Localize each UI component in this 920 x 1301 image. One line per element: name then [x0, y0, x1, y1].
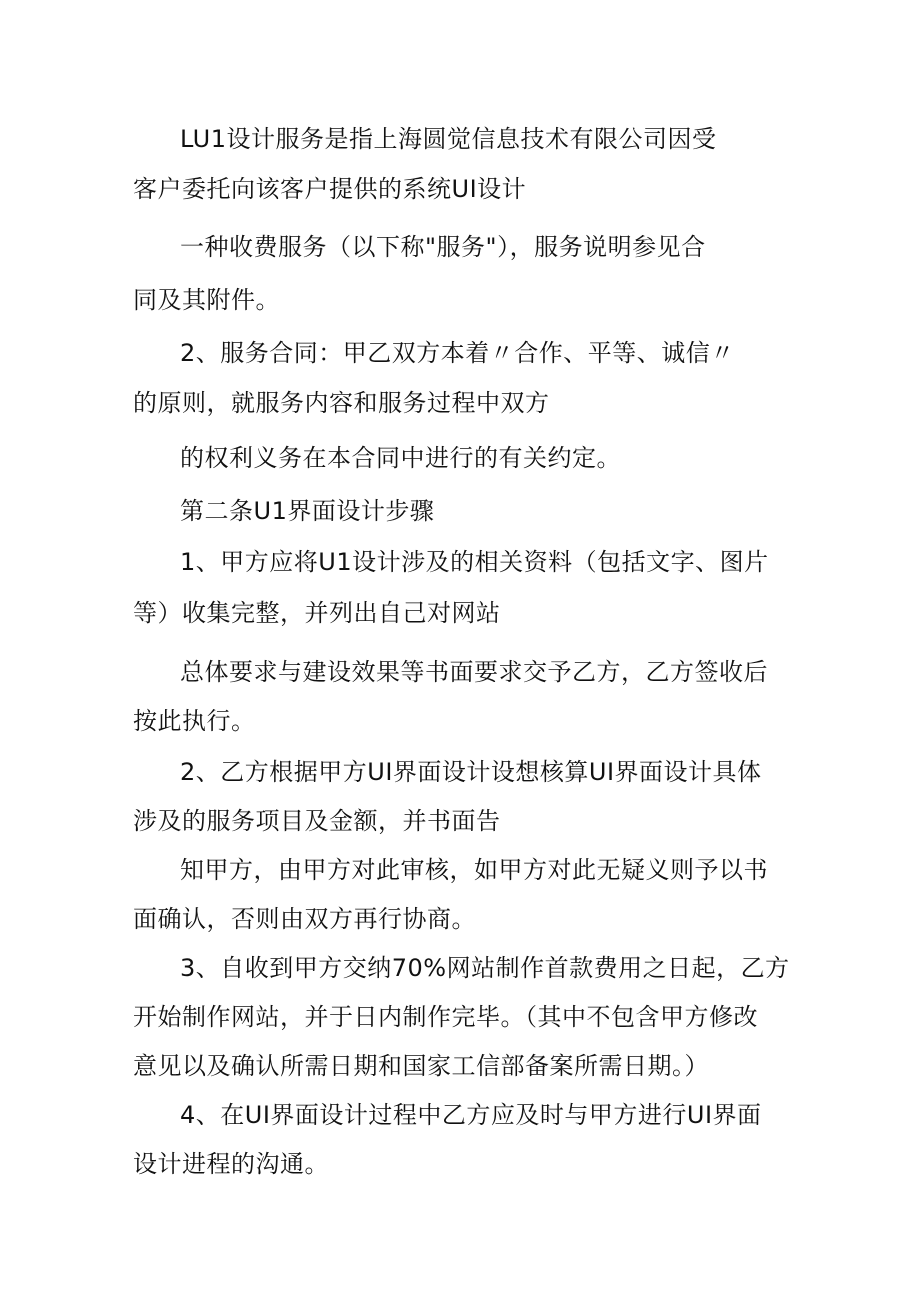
text-line: 2、服务合同：甲乙双方本着〃合作、平等、诚信〃 [180, 339, 735, 367]
text-line: 的原则，就服务内容和服务过程中双方 [133, 389, 550, 417]
text-line: 3、自收到甲方交纳70%网站制作首款费用之日起，乙方 [180, 954, 790, 982]
text-line: 涉及的服务项目及金额，并书面告 [133, 807, 501, 835]
text-line: 设计进程的沟通。 [133, 1150, 329, 1178]
text-line: 同及其附件。 [133, 286, 280, 314]
text-line: 1、甲方应将U1设计涉及的相关资料（包括文字、图片 [180, 548, 769, 576]
text-line: 一种收费服务（以下称"服务"），服务说明参见合 [180, 233, 706, 261]
text-line: 总体要求与建设效果等书面要求交予乙方，乙方签收后 [180, 658, 768, 686]
text-line: 面确认，否则由双方再行协商。 [133, 905, 476, 933]
text-line: 的权利义务在本合同中进行的有关约定。 [180, 444, 621, 472]
text-line: 知甲方，由甲方对此审核，如甲方对此无疑义则予以书 [180, 856, 768, 884]
text-line: 2、乙方根据甲方UI界面设计设想核算UI界面设计具体 [180, 758, 762, 786]
text-line: 按此执行。 [133, 707, 256, 735]
text-line: LU1设计服务是指上海圆觉信息技术有限公司因受 [180, 125, 717, 153]
text-line: 开始制作网站，并于日内制作完毕。（其中不包含甲方修改 [133, 1003, 758, 1031]
section-heading: 第二条U1界面设计步骤 [180, 497, 435, 525]
text-line: 意见以及确认所需日期和国家工信部备案所需日期。） [133, 1052, 709, 1080]
text-line: 等）收集完整，并列出自己对网站 [133, 599, 501, 627]
text-line: 客户委托向该客户提供的系统UI设计 [133, 175, 527, 203]
text-line: 4、在UI界面设计过程中乙方应及时与甲方进行UI界面 [180, 1101, 762, 1129]
